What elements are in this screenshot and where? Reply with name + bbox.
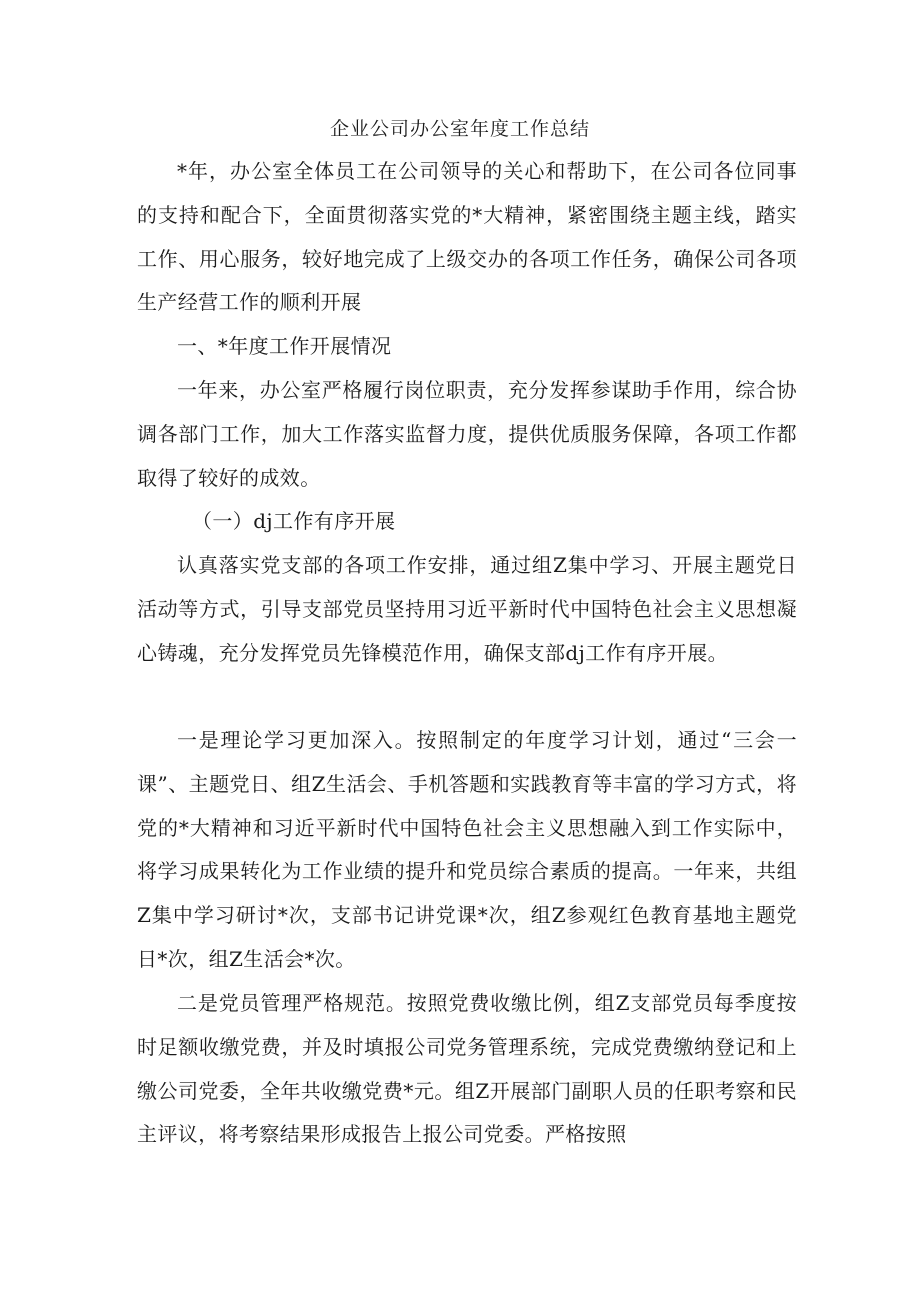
- document-title: 企业公司办公室年度工作总结: [329, 118, 590, 140]
- section-heading-1: 一、*年度工作开展情况: [177, 334, 392, 358]
- subsection-1-paragraph: 认真落实党支部的各项工作安排，通过组Z集中学习、开展主题党日活动等方式，引导支部党员坚持用习近平新时代中国特色社会主义思想凝心铸魂，充分发挥党员先锋模范作用，确保支部dj工作有序开展。: [137, 553, 797, 665]
- point-2-paragraph: 二是党员管理严格规范。按照党费收缴比例，组Z支部党员每季度按时足额收缴党费，并及时填报公司党务管理系统，完成党费缴纳登记和上缴公司党委，全年共收缴党费*元。组Z开展部门副职人员的任职考察和民主评议，将考察结果形成报告上报公司党委。严格按照: [137, 991, 797, 1147]
- intro-paragraph: *年，办公室全体员工在公司领导的关心和帮助下，在公司各位同事的支持和配合下，全面贯彻落实党的*大精神，紧密围绕主题主线，踏实工作、用心服务，较好地完成了上级交办的各项工作任务，确保公司各项生产经营工作的顺利开展: [137, 159, 797, 315]
- point-1-paragraph: 一是理论学习更加深入。按照制定的年度学习计划，通过“三会一课”、主题党日、组Z生活会、手机答题和实践教育等丰富的学习方式，将党的*大精神和习近平新时代中国特色社会主义思想融入到工作实际中，将学习成果转化为工作业绩的提升和党员综合素质的提高。一年来，共组Z集中学习研讨*次，支部书记讲党课*次，组Z参观红色教育基地主题党日*次，组Z生活会*次。: [137, 728, 797, 971]
- section-1-paragraph: 一年来，办公室严格履行岗位职责，充分发挥参谋助手作用，综合协调各部门工作，加大工作落实监督力度，提供优质服务保障，各项工作都取得了较好的成效。: [137, 378, 797, 490]
- subsection-heading-1: （一）dj工作有序开展: [192, 509, 396, 533]
